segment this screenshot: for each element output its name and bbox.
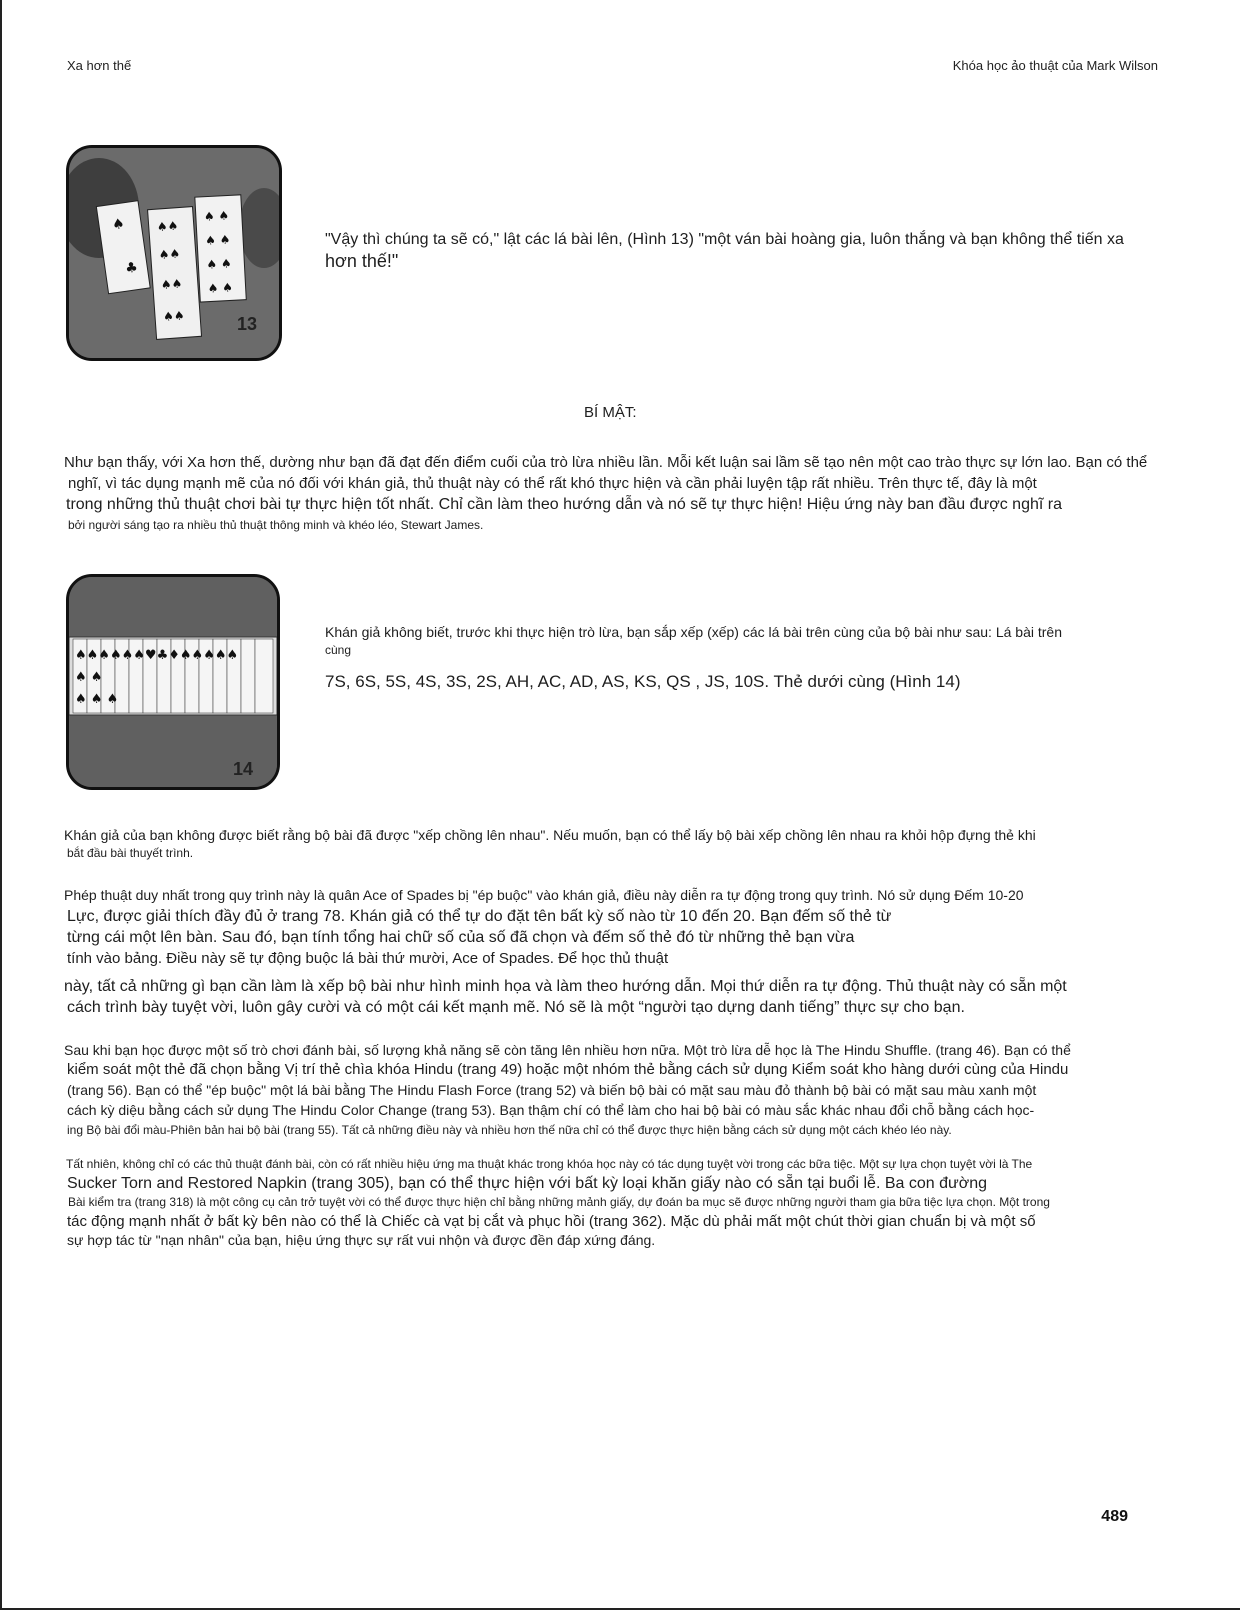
running-header-right: Khóa học ảo thuật của Mark Wilson	[952, 58, 1158, 73]
svg-text:♠ ♠ ♠: ♠ ♠ ♠	[75, 692, 119, 707]
svg-text:♠♠: ♠♠	[162, 308, 186, 324]
paragraph-line: bắt đầu bài thuyết trình.	[67, 846, 194, 861]
svg-text:♠ ♠: ♠ ♠	[203, 208, 230, 224]
svg-text:♠♠: ♠♠	[160, 276, 183, 292]
paragraph-line: Khán giả của bạn không được biết rằng bộ bài đã được "xếp chồng lên nhau". Nếu muốn, bạn có thể lấy bộ bài xếp chồng lên nhau ra khỏi hộp đựng thẻ khi	[64, 827, 1036, 843]
figure-13-photo	[66, 145, 282, 361]
svg-text:♣: ♣	[124, 259, 139, 278]
svg-text:♠ ♠: ♠ ♠	[207, 280, 234, 296]
figure-14-photo	[66, 574, 280, 790]
svg-text:♠ ♠: ♠ ♠	[206, 256, 233, 272]
paragraph-line: sự hợp tác từ "nạn nhân" của bạn, hiệu ứng thực sự rất vui nhộn và được đền đáp xứng đáng.	[67, 1232, 656, 1248]
figure-13-label: 13	[237, 314, 258, 334]
paragraph-intro	[64, 452, 1174, 536]
playing-cards-photo-icon	[69, 148, 279, 358]
paragraph-line: Sau khi bạn học được một số trò chơi đánh bài, số lượng khả năng sẽ còn tăng lên nhiều hơn nữa. Một trò lừa dễ học là The Hindu Shuffle. (trang 46). Bạn có thể	[64, 1042, 1071, 1058]
paragraph-line: Tất nhiên, không chỉ có các thủ thuật đánh bài, còn có rất nhiều hiệu ứng ma thuật khác trong khóa học này có tác dụng tuyệt vời trong các bữa tiệc. Một sự lựa chọn tuyệt vời là The	[66, 1157, 1033, 1171]
figure-14-label: 14	[233, 759, 254, 779]
paragraph-line: Bài kiểm tra (trang 318) là một công cụ cản trở tuyệt vời có thể được thực hiện chỉ bằng những mảnh giấy, dự đoán ba mục sẽ được những người tham gia bữa tiệc lựa chọn. Một trong	[68, 1195, 1050, 1209]
svg-text:♠♠: ♠♠	[158, 246, 181, 263]
paragraph-line: Như bạn thấy, với Xa hơn thế, dường như bạn đã đạt đến điểm cuối của trò lừa nhiều lần. Mỗi kết luận sai lầm sẽ tạo nên một cao trào thực sự lớn lao. Bạn có thể	[64, 454, 1148, 471]
section-heading-secret: BÍ MẬT:	[584, 404, 637, 421]
paragraph-line: cách kỳ diệu bằng cách sử dụng The Hindu Color Change (trang 53). Bạn thậm chí có thể làm cho hai bộ bài có màu sắc khác nhau đổi chỗ bằng cách học-	[67, 1102, 1035, 1118]
setup-line: Khán giả không biết, trước khi thực hiện trò lừa, bạn sắp xếp (xếp) các lá bài trên cùng của bộ bài như sau: Lá bài trên	[325, 624, 1062, 640]
paragraph-stacked-deck	[64, 825, 1174, 863]
paragraph-line: cách trình bày tuyệt vời, luôn gây cười và có một cái kết mạnh mẽ. Nó sẽ là một “người tạo dựng danh tiếng” thực sự cho bạn.	[67, 999, 965, 1016]
svg-text:♠♠: ♠♠	[156, 218, 179, 235]
paragraph-line: tác động mạnh nhất ở bất kỳ bên nào có thể là Chiếc cà vạt bị cắt và phục hồi (trang 362). Mặc dù phải mất một chút thời gian chuẩn bị và một số	[67, 1213, 1036, 1230]
paragraph-line: nghĩ, vì tác dụng mạnh mẽ của nó đối với khán giả, thủ thuật này có thể rất khó thực hiện và cần phải luyện tập rất nhiều. Trên thực tế, đây là một	[68, 475, 1037, 492]
quote-paragraph	[325, 228, 1155, 274]
quote-line: "Vậy thì chúng ta sẽ có," lật các lá bài lên, (Hình 13) "một ván bài hoàng gia, luôn thắng và bạn không thể tiến xa	[325, 231, 1124, 248]
paragraph-line: Sucker Torn and Restored Napkin (trang 305), bạn có thể thực hiện với bất kỳ loại khăn giấy nào có sẵn tại buổi lễ. Ba con đường	[67, 1175, 987, 1192]
quote-line: hơn thế!"	[325, 251, 399, 272]
paragraph-force	[64, 885, 1174, 1018]
card-spread-photo-icon	[69, 577, 277, 787]
page-number: 489	[1101, 1508, 1128, 1525]
running-header-left: Xa hơn thế	[67, 58, 132, 73]
paragraph-line: kiểm soát một thẻ đã chọn bằng Vị trí thẻ chìa khóa Hindu (trang 49) hoặc một nhóm thẻ bằng cách sử dụng Kiểm soát kho hàng dưới cùng của Hindu	[67, 1061, 1069, 1078]
setup-paragraph	[325, 622, 1155, 694]
svg-text:♠ ♠: ♠ ♠	[75, 670, 103, 685]
paragraph-line: này, tất cả những gì bạn cần làm là xếp bộ bài như hình minh họa và làm theo hướng dẫn. Mọi thứ diễn ra tự động. Thủ thuật này có sẵn một	[64, 978, 1067, 995]
paragraph-hindu-shuffle	[64, 1040, 1174, 1140]
svg-text:♠♠♠♠♠♠♥♣♦♠♠♠♠♠: ♠♠♠♠♠♠♥♣♦♠♠♠♠♠	[75, 648, 239, 663]
paragraph-line: từng cái một lên bàn. Sau đó, bạn tính tổng hai chữ số của số đã chọn và đếm số thẻ đó từ những thẻ bạn vừa	[67, 929, 855, 946]
page-border-left	[0, 0, 2, 1610]
paragraph-line: bởi người sáng tạo ra nhiều thủ thuật thông minh và khéo léo, Stewart James.	[68, 518, 484, 532]
paragraph-line: ing Bộ bài đổi màu-Phiên bản hai bộ bài (trang 55). Tất cả những điều này và nhiều hơn thế nữa chỉ có thể được thực hiện bằng cách sử dụng một cách khéo léo này.	[67, 1123, 952, 1137]
paragraph-line: Phép thuật duy nhất trong quy trình này là quân Ace of Spades bị "ép buộc" vào khán giả, điều này diễn ra tự động trong quy trình. Nó sử dụng Đếm 10-20	[64, 887, 1024, 903]
paragraph-line: (trang 56). Bạn có thể "ép buộc" một lá bài bằng The Hindu Flash Force (trang 52) và biến bộ bài có mặt sau màu đỏ thành bộ bài có mặt sau màu xanh một	[67, 1082, 1037, 1098]
svg-text:♠: ♠	[111, 215, 126, 234]
svg-text:♠ ♠: ♠ ♠	[204, 232, 231, 248]
stack-order: 7S, 6S, 5S, 4S, 3S, 2S, AH, AC, AD, AS, KS, QS , JS, 10S. Thẻ dưới cùng (Hình 14)	[325, 671, 961, 691]
paragraph-line: Lực, được giải thích đầy đủ ở trang 78. Khán giả có thể tự do đặt tên bất kỳ số nào từ 10 đến 20. Bạn đếm số thẻ từ	[67, 908, 892, 925]
setup-line: cùng	[325, 643, 352, 658]
paragraph-line: tính vào bảng. Điều này sẽ tự động buộc lá bài thứ mười, Ace of Spades. Để học thủ thuật	[67, 950, 669, 967]
paragraph-other-effects	[64, 1155, 1174, 1250]
paragraph-line: trong những thủ thuật chơi bài tự thực hiện tốt nhất. Chỉ cần làm theo hướng dẫn và nó sẽ tự thực hiện! Hiệu ứng này ban đầu được nghĩ ra	[66, 496, 1062, 513]
